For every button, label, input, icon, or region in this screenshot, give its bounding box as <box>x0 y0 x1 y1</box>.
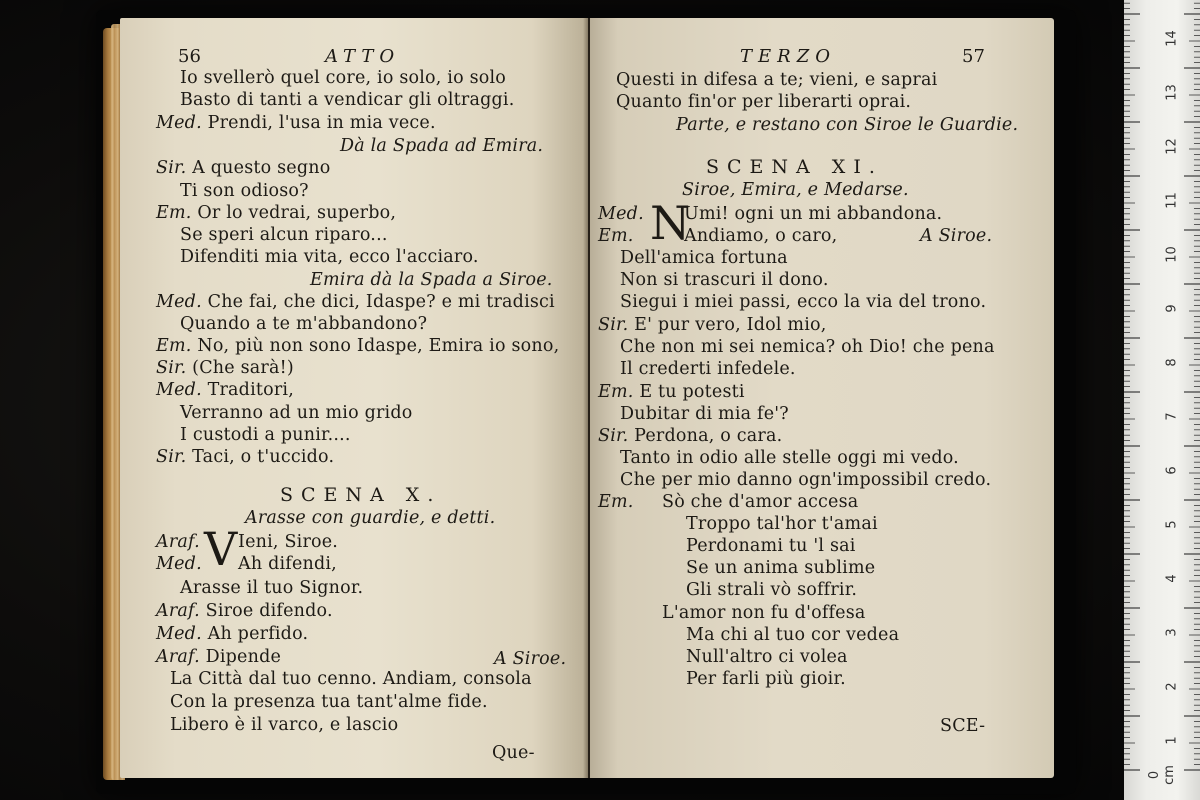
text-line: Non si trascuri il dono. <box>620 270 829 290</box>
text-line: Andiamo, o caro, <box>684 226 838 246</box>
ruler-number: 7 <box>1164 412 1180 421</box>
ruler-number: 4 <box>1164 574 1180 583</box>
text-line: Con la presenza tua tant'alme fide. <box>170 692 488 712</box>
text-line: Sir. (Che sarà!) <box>156 358 294 378</box>
measuring-ruler <box>1124 0 1200 800</box>
speaker-label: Em. <box>156 336 192 356</box>
stage-direction: A Siroe. <box>920 226 993 246</box>
stage-direction: Emira dà la Spada a Siroe. <box>310 270 553 290</box>
text-line: Questi in difesa a te; vieni, e saprai <box>616 70 938 90</box>
text-line: Med. Prendi, l'usa in mia vece. <box>156 113 436 133</box>
scene-cast: Siroe, Emira, e Medarse. <box>682 180 909 200</box>
text-line: Se un anima sublime <box>686 558 876 578</box>
text-line: Em. E tu potesti <box>598 382 745 402</box>
ruler-number: 6 <box>1164 466 1180 475</box>
speaker-label: Med. <box>156 554 202 574</box>
text-line: Araf. Dipende <box>156 647 282 667</box>
text-line: Med. Ah perfido. <box>156 624 309 644</box>
scene-cast: Arasse con guardie, e detti. <box>245 508 496 528</box>
text-line: Basto di tanti a vendicar gli oltraggi. <box>180 90 515 110</box>
speaker-label: Sir. <box>156 158 187 178</box>
ruler-number: 13 <box>1164 84 1180 101</box>
ruler-number: 14 <box>1164 30 1180 47</box>
speaker-label: Med. <box>598 204 644 224</box>
text-line: Il crederti infedele. <box>620 359 796 379</box>
text-line: Sir. Taci, o t'uccido. <box>156 447 335 467</box>
text-line: Ma chi al tuo cor vedea <box>686 625 900 645</box>
ruler-number: 8 <box>1164 358 1180 367</box>
drop-cap: V <box>204 522 238 576</box>
speaker-label: Med. <box>156 624 202 644</box>
ruler-number: 11 <box>1164 192 1180 209</box>
text-line: Dubitar di mia fe'? <box>620 404 789 424</box>
catchword: SCE- <box>940 716 986 736</box>
text-line: Quando a te m'abbandono? <box>180 314 428 334</box>
text-line: Tanto in odio alle stelle oggi mi vedo. <box>620 448 959 468</box>
right-page <box>590 18 1054 778</box>
text-line: Siegui i miei passi, ecco la via del trono. <box>620 292 987 312</box>
text-line: Che per mio danno ogn'impossibil credo. <box>620 470 992 490</box>
ruler-number: 1 <box>1164 736 1180 745</box>
page-number: 57 <box>962 46 985 67</box>
text-line: Null'altro ci volea <box>686 647 848 667</box>
speaker-label: Sir. <box>156 358 187 378</box>
stage-direction: Parte, e restano con Siroe le Guardie. <box>676 115 1019 135</box>
text-line: Dell'amica fortuna <box>620 248 788 268</box>
stage-direction: Dà la Spada ad Emira. <box>340 136 544 156</box>
text-line <box>156 532 200 552</box>
speaker-label: Med. <box>156 380 202 400</box>
speaker-label: Em. <box>598 492 634 512</box>
text-line: I custodi a punir.... <box>180 425 351 445</box>
ruler-number: 3 <box>1164 628 1180 637</box>
text-line: Io svellerò quel core, io solo, io solo <box>180 68 507 88</box>
text-line <box>598 492 634 512</box>
text-line: Gli strali vò soffrir. <box>686 580 858 600</box>
left-page <box>120 18 588 778</box>
text-line: Sir. Perdona, o cara. <box>598 426 783 446</box>
text-line: Sò che d'amor accesa <box>662 492 859 512</box>
text-line: Difenditi mia vita, ecco l'acciaro. <box>180 247 479 267</box>
speaker-label: Sir. <box>156 447 187 467</box>
text-line: Se speri alcun riparo... <box>180 225 388 245</box>
text-line: Per farli più gioir. <box>686 669 846 689</box>
speaker-label: Em. <box>598 226 634 246</box>
text-line <box>598 204 644 224</box>
text-line: Em. No, più non sono Idaspe, Emira io sono, <box>156 336 560 356</box>
speaker-label: Em. <box>598 382 634 402</box>
ruler-unit-label: 0 cm <box>1147 765 1177 785</box>
text-line: Sir. E' pur vero, Idol mio, <box>598 315 827 335</box>
running-head: ATTO <box>325 46 401 67</box>
text-line: La Città dal tuo cenno. Andiam, consola <box>170 669 532 689</box>
text-line: Perdonami tu 'l sai <box>686 536 856 556</box>
text-line: L'amor non fu d'offesa <box>662 603 866 623</box>
text-line: Libero è il varco, e lascio <box>170 715 399 735</box>
stage-direction: A Siroe. <box>494 649 567 669</box>
page-number: 56 <box>178 46 201 67</box>
ruler-number: 10 <box>1164 246 1180 263</box>
text-line <box>598 226 634 246</box>
ruler-number: 5 <box>1164 520 1180 529</box>
speaker-label: Sir. <box>598 426 629 446</box>
scene-title: SCENA X. <box>280 484 442 506</box>
running-head: TERZO <box>740 46 836 67</box>
text-line: Ieni, Siroe. <box>238 532 339 552</box>
ruler-number: 9 <box>1164 304 1180 313</box>
speaker-label: Araf. <box>156 532 200 552</box>
ruler-ticks <box>1124 0 1200 800</box>
ruler-number: 2 <box>1164 682 1180 691</box>
text-line: Sir. A questo segno <box>156 158 331 178</box>
text-line: Med. Traditori, <box>156 380 294 400</box>
text-line: Em. Or lo vedrai, superbo, <box>156 203 397 223</box>
text-line: Med. Che fai, che dici, Idaspe? e mi tradisci <box>156 292 555 312</box>
text-line: Troppo tal'hor t'amai <box>686 514 878 534</box>
text-line: Ah difendi, <box>238 554 337 574</box>
text-line <box>156 554 202 574</box>
speaker-label: Em. <box>156 203 192 223</box>
drop-cap: N <box>650 196 691 250</box>
text-line: Verranno ad un mio grido <box>180 403 413 423</box>
speaker-label: Med. <box>156 292 202 312</box>
ruler-number: 12 <box>1164 138 1180 155</box>
text-line: Quanto fin'or per liberarti oprai. <box>616 92 912 112</box>
text-line: Che non mi sei nemica? oh Dio! che pena <box>620 337 995 357</box>
text-line: Araf. Siroe difendo. <box>156 601 333 621</box>
text-line: Ti son odioso? <box>180 181 309 201</box>
speaker-label: Araf. <box>156 601 200 621</box>
speaker-label: Araf. <box>156 647 200 667</box>
scene-title: SCENA XI. <box>706 156 883 178</box>
text-line: Arasse il tuo Signor. <box>180 578 364 598</box>
text-line: Umi! ogni un mi abbandona. <box>684 204 943 224</box>
catchword: Que- <box>492 743 535 763</box>
speaker-label: Med. <box>156 113 202 133</box>
speaker-label: Sir. <box>598 315 629 335</box>
